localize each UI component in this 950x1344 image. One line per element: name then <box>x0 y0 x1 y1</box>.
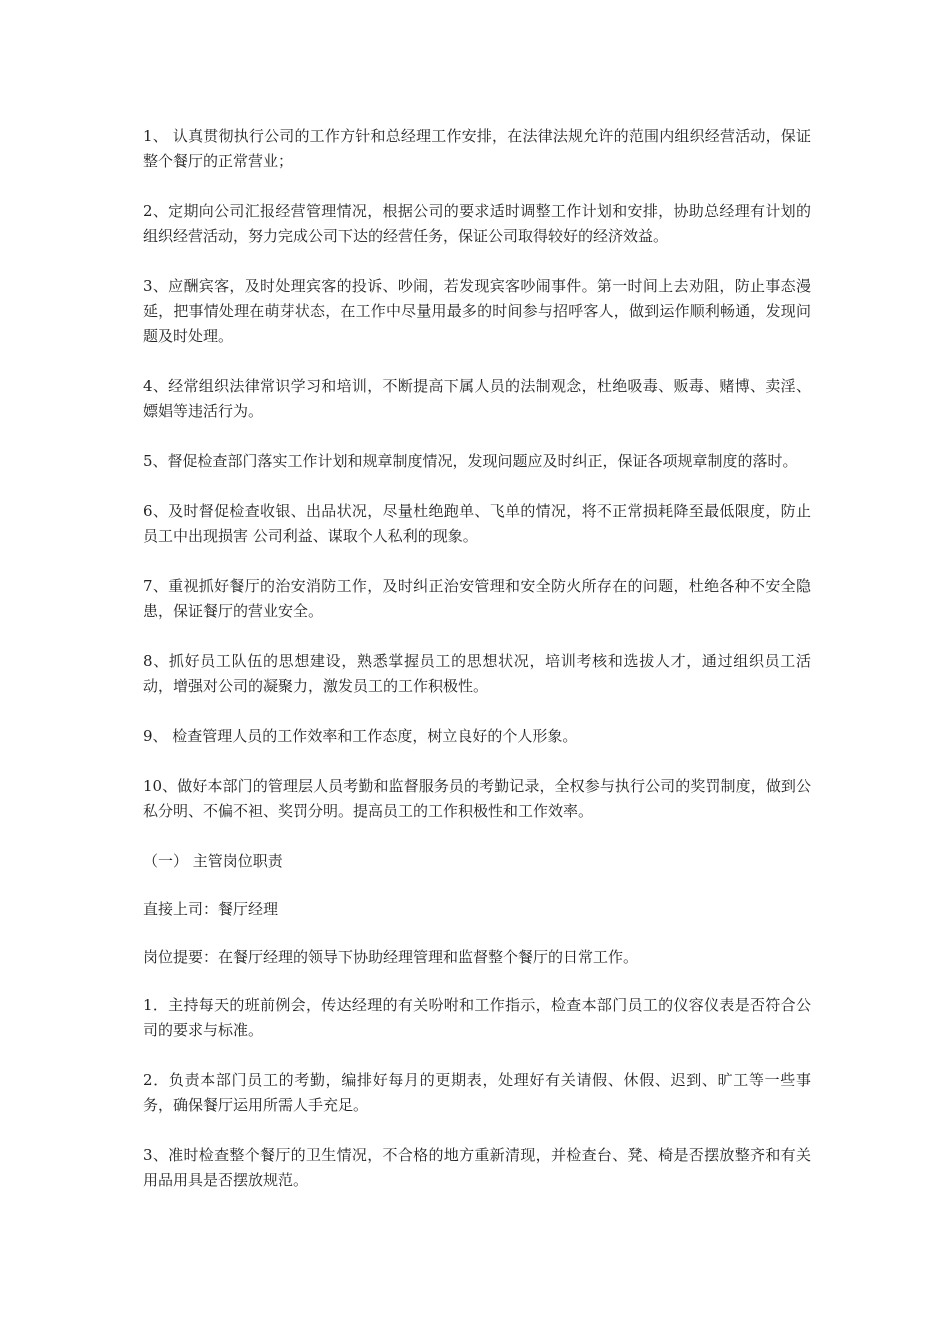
supervisor-duty-1: 1．主持每天的班前例会，传达经理的有关吩咐和工作指示，检查本部门员工的仪容仪表是否符合公司的要求与标准。 <box>143 996 811 1039</box>
duty-item-8: 8、抓好员工队伍的思想建设，熟悉掌握员工的思想状况，培训考核和选拔人才，通过组织员工活动，增强对公司的凝聚力，激发员工的工作积极性。 <box>143 652 811 695</box>
duty-item-4: 4、经常组织法律常识学习和培训，不断提高下属人员的法制观念，杜绝吸毒、贩毒、赌博、卖淫、嫖娼等违活行为。 <box>143 377 811 420</box>
duty-item-5: 5、督促检查部门落实工作计划和规章制度情况，发现问题应及时纠正，保证各项规章制度的落时。 <box>143 452 798 470</box>
position-summary: 岗位提要：在餐厅经理的领导下协助经理管理和监督整个餐厅的日常工作。 <box>143 948 639 966</box>
duty-item-7: 7、重视抓好餐厅的治安消防工作，及时纠正治安管理和安全防火所存在的问题，杜绝各种不安全隐患，保证餐厅的营业安全。 <box>143 577 811 620</box>
supervisor-duty-3: 3、准时检查整个餐厅的卫生情况，不合格的地方重新清现，并检查台、凳、椅是否摆放整齐和有关用品用具是否摆放规范。 <box>143 1146 811 1189</box>
duty-item-1: 1、 认真贯彻执行公司的工作方针和总经理工作安排，在法律法规允许的范围内组织经营活动，保证整个餐厅的正常营业； <box>143 127 811 170</box>
section-heading: （一） 主管岗位职责 <box>143 852 283 870</box>
direct-supervisor: 直接上司：餐厅经理 <box>143 900 279 918</box>
duty-item-10: 10、做好本部门的管理层人员考勤和监督服务员的考勤记录，全权参与执行公司的奖罚制度，做到公私分明、不偏不袒、奖罚分明。提高员工的工作积极性和工作效率。 <box>143 777 811 820</box>
supervisor-duty-2: 2．负责本部门员工的考勤，编排好每月的更期表，处理好有关请假、休假、迟到、旷工等一些事务，确保餐厅运用所需人手充足。 <box>143 1071 811 1114</box>
duty-item-2: 2、定期向公司汇报经营管理情况，根据公司的要求适时调整工作计划和安排，协助总经理有计划的组织经营活动，努力完成公司下达的经营任务，保证公司取得较好的经济效益。 <box>143 202 811 245</box>
duty-item-3: 3、应酬宾客，及时处理宾客的投诉、吵闹，若发现宾客吵闹事件。第一时间上去劝阻，防止事态漫延，把事情处理在萌芽状态，在工作中尽量用最多的时间参与招呼客人，做到运作顺利畅通，发现问题及时处理。 <box>143 277 811 345</box>
duty-item-9: 9、 检查管理人员的工作效率和工作态度，树立良好的个人形象。 <box>143 727 578 745</box>
document-page <box>143 124 811 1218</box>
duty-item-6: 6、及时督促检查收银、出品状况，尽量杜绝跑单、飞单的情况，将不正常损耗降至最低限度，防止员工中出现损害 公司利益、谋取个人私利的现象。 <box>143 502 811 545</box>
